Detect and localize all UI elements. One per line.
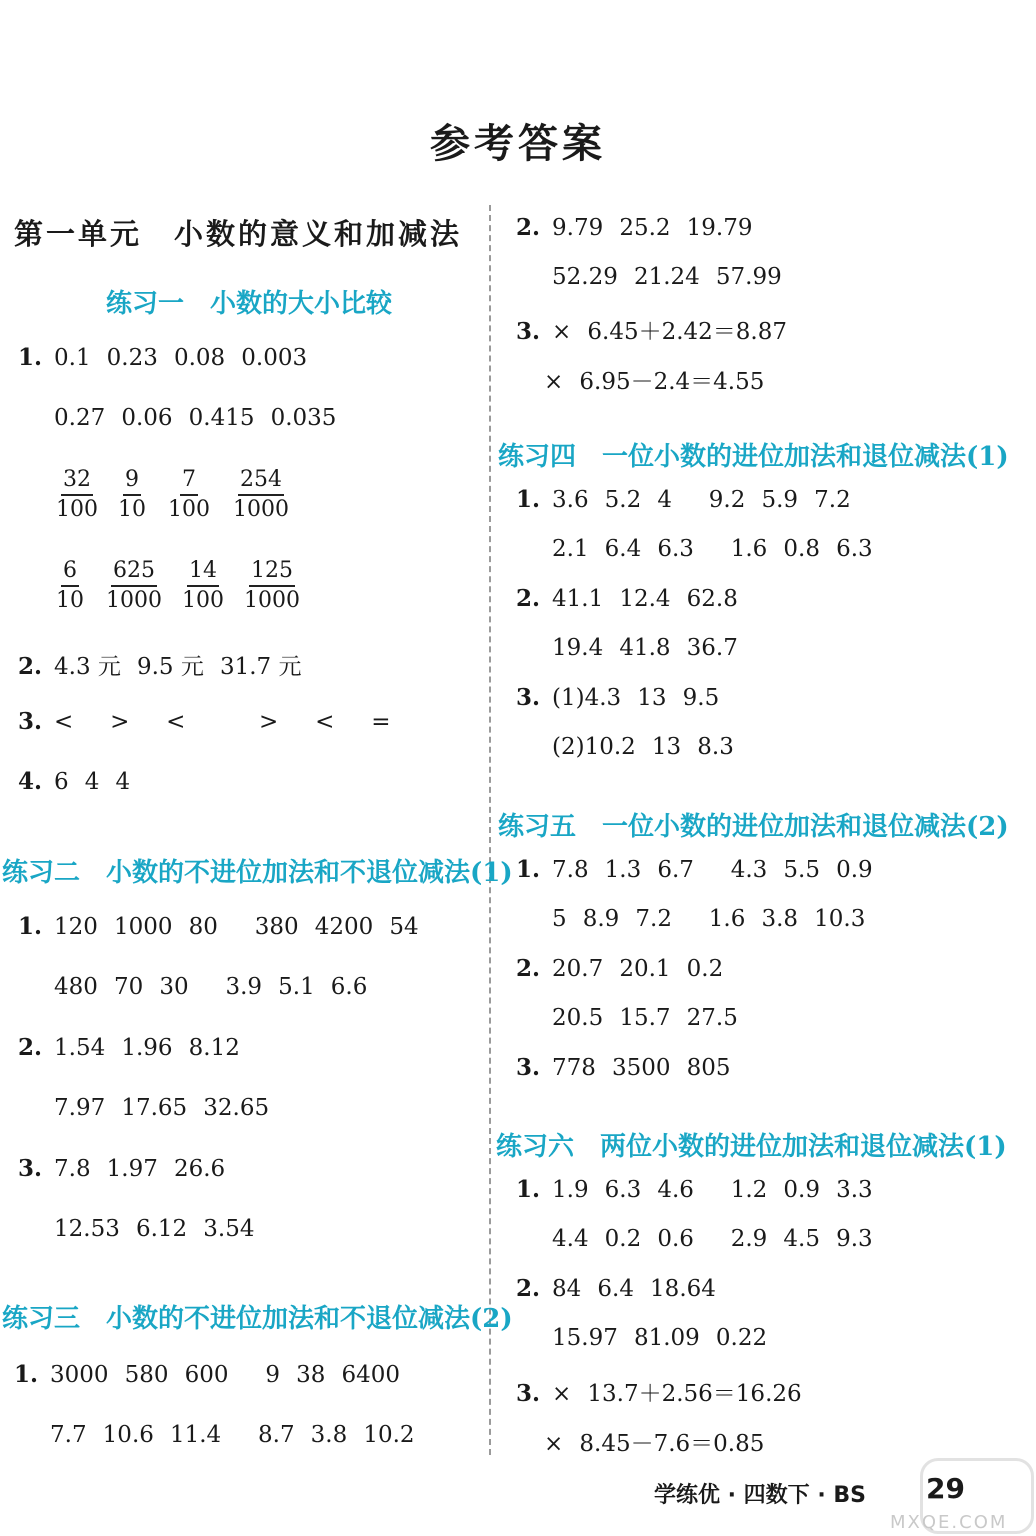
answer-value: 8.7: [258, 1422, 295, 1448]
section-title-ex1: 练习一 小数的大小比较: [106, 289, 393, 319]
fraction: $\frac{9}{10}$: [118, 467, 146, 522]
answer-line: [516, 1275, 716, 1302]
answer-value: 9.5: [682, 685, 720, 711]
answer-value: 0.27: [54, 405, 106, 431]
answer-value: 1000: [114, 914, 173, 940]
answer-value: =: [371, 709, 391, 735]
answer-value: ×: [544, 1431, 564, 1457]
answer-value: 9.2: [708, 487, 746, 513]
answer-value: 778: [552, 1055, 596, 1081]
answer-value: 9: [265, 1362, 280, 1388]
answer-value: 15.7: [619, 1005, 671, 1031]
question-number: 3.: [516, 1054, 541, 1081]
answer-value: 20.5: [552, 1005, 604, 1031]
answer-value: 6.95－2.4＝4.55: [579, 369, 765, 395]
answer-value: 4200: [314, 914, 374, 940]
answer-line: [18, 913, 419, 940]
answer-value: 7.8: [552, 857, 589, 883]
answer-line: [516, 1054, 731, 1081]
answer-value: 6.7: [657, 857, 694, 883]
answer-line: [18, 648, 302, 681]
answer-value: 6.3: [657, 536, 694, 562]
section-title-ex4: 练习四 一位小数的进位加法和退位减法(1): [498, 442, 1009, 472]
section-title-ex5: 练习五 一位小数的进位加法和退位减法(2): [498, 812, 1009, 842]
answer-value: 7.2: [814, 487, 851, 513]
answer-line: [552, 536, 873, 562]
answer-value: 13.7＋2.56＝16.26: [587, 1381, 802, 1407]
answer-value: 380: [254, 914, 299, 940]
fraction: $\frac{6}{10}$: [56, 558, 84, 613]
answer-value: 9.3: [836, 1226, 873, 1252]
answer-value: 19.79: [686, 215, 753, 241]
question-number: 3.: [516, 318, 541, 345]
answer-line: [552, 734, 734, 760]
fraction: $\frac{125}{1000}$: [244, 558, 300, 613]
answer-value: 3.8: [310, 1422, 348, 1448]
answer-value: 41.8: [619, 635, 671, 661]
answer-value: 6.45＋2.42＝8.87: [587, 319, 788, 345]
answer-value: 10.6: [102, 1422, 154, 1448]
answer-value: 21.24: [633, 264, 700, 290]
answer-line: [18, 1034, 240, 1061]
answer-value: 805: [686, 1055, 731, 1081]
question-number: 2.: [516, 214, 541, 241]
answer-value: 32.65: [203, 1095, 270, 1121]
answer-value: 0.9: [836, 857, 873, 883]
answer-value: 19.4: [552, 635, 604, 661]
answer-line: [544, 1425, 764, 1458]
answer-value: 1.54: [54, 1035, 106, 1061]
question-number: 1.: [516, 856, 541, 883]
answer-value: 0.8: [783, 536, 820, 562]
answer-value: 5.1: [278, 974, 315, 1000]
answer-value: 4.3 元: [54, 654, 121, 680]
answer-value: 1.2: [730, 1177, 768, 1203]
answer-value: 54: [389, 914, 419, 940]
answer-value: 2.1: [552, 536, 589, 562]
footer-book-label: 学练优 · 四数下 · BS: [654, 1483, 866, 1508]
answer-line: [14, 1361, 400, 1388]
fraction: $\frac{254}{1000}$: [233, 467, 289, 522]
answer-value: 12.53: [54, 1216, 120, 1242]
question-number: 2.: [516, 1275, 541, 1302]
answer-value: 0.9: [783, 1177, 820, 1203]
answer-value: 0.6: [657, 1226, 694, 1252]
question-number: 4.: [18, 768, 43, 795]
answer-value: 3.3: [836, 1177, 873, 1203]
answer-line: [516, 486, 851, 513]
answer-value: 580: [124, 1362, 169, 1388]
answer-line: [50, 1422, 415, 1448]
answer-line: [516, 313, 787, 346]
question-number: 3.: [18, 1155, 43, 1182]
answer-value: 0.003: [241, 345, 308, 371]
answer-value: 4.6: [657, 1177, 694, 1203]
answer-line: [552, 264, 782, 290]
section-title-ex3: 练习三 小数的不进位加法和不退位减法(2): [2, 1304, 513, 1334]
answer-value: 3500: [612, 1055, 671, 1081]
answer-value: <: [54, 709, 74, 735]
section-title-ex2: 练习二 小数的不进位加法和不退位减法(1): [2, 858, 513, 888]
answer-value: 70: [114, 974, 144, 1000]
answer-value: 9.79: [552, 215, 604, 241]
answer-value: 1.6: [730, 536, 768, 562]
column-divider: [489, 205, 491, 1455]
answer-value: 17.65: [121, 1095, 188, 1121]
watermark-text: MXQE.COM: [890, 1512, 1008, 1533]
question-number: 2.: [516, 955, 541, 982]
question-number: 1.: [14, 1361, 39, 1388]
answer-line: [54, 1095, 269, 1121]
answer-value: 6.3: [604, 1177, 642, 1203]
answer-value: 7.7: [50, 1422, 87, 1448]
answer-value: 0.08: [173, 345, 226, 371]
answer-value: 12.4: [619, 586, 671, 612]
answer-value: 0.23: [106, 345, 158, 371]
answer-value: 20.7: [552, 956, 604, 982]
question-number: 2.: [18, 653, 43, 680]
answer-line: [54, 1216, 254, 1242]
question-number: 1.: [516, 486, 541, 513]
answer-value: 3.6: [552, 487, 589, 513]
answer-value: 2.9: [730, 1226, 768, 1252]
answer-line: [516, 214, 752, 241]
question-number: 3.: [516, 684, 541, 711]
question-number: 1.: [516, 1176, 541, 1203]
answer-line: [18, 768, 130, 795]
question-number: 2.: [18, 1034, 43, 1061]
page-title: 参考答案: [430, 120, 606, 167]
answer-line: [54, 974, 367, 1000]
answer-line: [552, 1005, 738, 1031]
answer-value: 10.2: [363, 1422, 415, 1448]
unit-title: 第一单元 小数的意义和加减法: [14, 217, 463, 251]
answer-value: 7.2: [635, 906, 672, 932]
answer-value: >: [259, 709, 279, 735]
answer-value: 4.4: [552, 1226, 589, 1252]
answer-value: 9.5 元: [136, 654, 204, 680]
answer-value: 6400: [341, 1362, 400, 1388]
answer-value: 13: [651, 734, 682, 760]
answer-value: 5.5: [783, 857, 820, 883]
answer-value: 15.97: [552, 1325, 618, 1351]
answer-value: 18.64: [650, 1276, 716, 1302]
answer-value: 5.2: [604, 487, 642, 513]
answer-value: 7.8: [54, 1156, 91, 1182]
answer-line: [552, 1325, 767, 1351]
answer-value: 3.8: [761, 906, 799, 932]
answer-value: 41.1: [552, 586, 604, 612]
answer-value: <: [166, 709, 186, 735]
answer-value: 38: [296, 1362, 326, 1388]
answer-value: 3.54: [203, 1216, 255, 1242]
answer-value: 13: [637, 685, 667, 711]
answer-value: 25.2: [619, 215, 671, 241]
answer-value: 5: [552, 906, 567, 932]
answer-value: 4: [84, 769, 100, 795]
answer-value: 0.2: [604, 1226, 642, 1252]
answer-value: ×: [552, 319, 572, 345]
answer-line: [54, 405, 336, 431]
answer-value: >: [110, 709, 130, 735]
answer-value: 6: [54, 769, 69, 795]
answer-value: 1.9: [552, 1177, 589, 1203]
answer-value: 27.5: [686, 1005, 738, 1031]
answer-value: 11.4: [169, 1422, 222, 1448]
answer-value: 81.09: [633, 1325, 700, 1351]
answer-value: ×: [552, 1381, 572, 1407]
answer-value: 6.4: [597, 1276, 634, 1302]
page-number: 29: [926, 1472, 965, 1505]
answer-value: 8.12: [188, 1035, 240, 1061]
answer-value: 36.7: [686, 635, 738, 661]
fraction: $\frac{14}{100}$: [182, 558, 224, 613]
answer-value: ×: [544, 369, 564, 395]
answer-value: 31.7 元: [219, 654, 302, 680]
answer-value: 52.29: [552, 264, 618, 290]
answer-line: [18, 1155, 225, 1182]
answer-value: 120: [54, 914, 98, 940]
answer-value: 57.99: [715, 264, 782, 290]
answer-value: 6.6: [330, 974, 368, 1000]
answer-line: [516, 1375, 802, 1408]
answer-value: 7.97: [54, 1095, 106, 1121]
answer-value: 600: [184, 1362, 229, 1388]
answer-value: 8.3: [697, 734, 734, 760]
answer-value: 0.2: [686, 956, 724, 982]
answer-value: 4: [115, 769, 131, 795]
question-number: 2.: [516, 585, 541, 612]
answer-line: [552, 635, 738, 661]
answer-value: 1.97: [106, 1156, 158, 1182]
answer-value: 6.3: [836, 536, 873, 562]
answer-value: 10.3: [814, 906, 866, 932]
answer-line: [18, 708, 390, 735]
answer-value: 8.45－7.6＝0.85: [579, 1431, 765, 1457]
answer-value: 0.1: [54, 345, 91, 371]
answer-value: 3000: [50, 1362, 109, 1388]
answer-value: 5.9: [761, 487, 799, 513]
answer-value: 84: [552, 1276, 582, 1302]
question-number: 1.: [18, 913, 43, 940]
answer-value: (1)4.3: [552, 685, 622, 711]
answer-value: 80: [188, 914, 218, 940]
answer-value: 0.035: [270, 405, 337, 431]
answer-value: (2)10.2: [552, 734, 636, 760]
answer-line: [516, 1176, 873, 1203]
answer-value: 30: [159, 974, 189, 1000]
answer-value: 4.5: [783, 1226, 820, 1252]
answer-value: 4: [657, 487, 672, 513]
question-number: 3.: [18, 708, 43, 735]
answer-line: [552, 1226, 873, 1252]
answer-line: [516, 684, 719, 711]
question-number: 1.: [18, 344, 43, 371]
answer-value: 6.4: [604, 536, 642, 562]
answer-line: [552, 906, 865, 932]
answer-value: 8.9: [582, 906, 620, 932]
answer-value: 20.1: [619, 956, 671, 982]
fraction: $\frac{625}{1000}$: [106, 558, 162, 613]
fraction: $\frac{32}{100}$: [56, 467, 98, 522]
answer-value: 26.6: [173, 1156, 226, 1182]
fraction: $\frac{7}{100}$: [168, 467, 210, 522]
answer-value: 6.12: [135, 1216, 188, 1242]
answer-value: 1.3: [604, 857, 642, 883]
answer-value: 0.415: [188, 405, 255, 431]
answer-line: [18, 344, 307, 371]
answer-value: 1.96: [121, 1035, 173, 1061]
answer-value: 0.22: [715, 1325, 768, 1351]
answer-line: [516, 585, 738, 612]
answer-value: 0.06: [121, 405, 173, 431]
question-number: 3.: [516, 1380, 541, 1407]
answer-value: 4.3: [730, 857, 768, 883]
answer-value: 480: [54, 974, 98, 1000]
answer-value: <: [315, 709, 335, 735]
answer-line: [516, 955, 723, 982]
answer-line: [544, 363, 764, 396]
answer-value: 3.9: [225, 974, 263, 1000]
section-title-ex6: 练习六 两位小数的进位加法和退位减法(1): [496, 1132, 1007, 1162]
answer-value: 1.6: [708, 906, 746, 932]
answer-value: 62.8: [686, 586, 738, 612]
answer-line: [516, 856, 873, 883]
